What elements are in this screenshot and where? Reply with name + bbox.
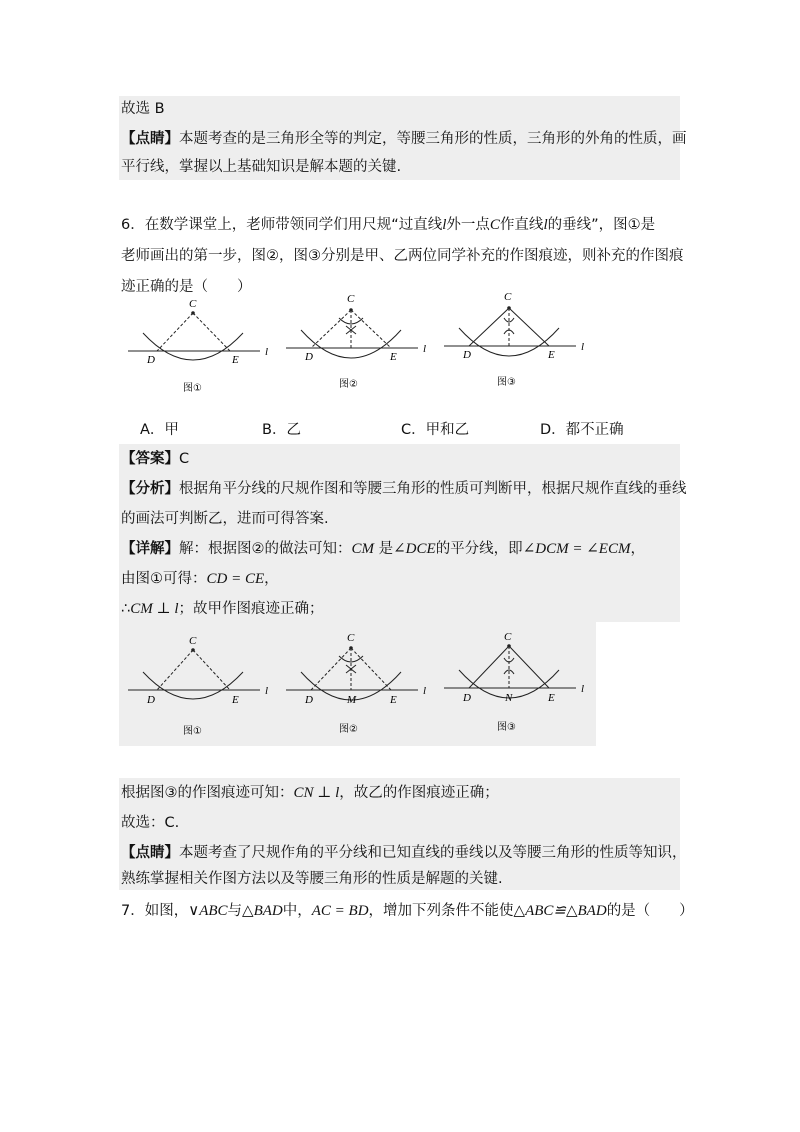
detail-line-2: 由图①可得：CD = CE， bbox=[121, 571, 279, 587]
q6-line-1: 6．在数学课堂上，老师带领同学们用尺规“过直线l外一点C作直线l的垂线”，图①是 bbox=[121, 217, 656, 233]
label-d: D bbox=[463, 349, 471, 361]
label-c: C bbox=[347, 632, 355, 644]
label-n: N bbox=[505, 692, 513, 704]
option-b: B．乙 bbox=[262, 422, 301, 438]
option-d: D．都不正确 bbox=[540, 422, 624, 438]
figure-caption: 图③ bbox=[497, 377, 516, 388]
analysis-line-1: 【分析】根据角平分线的尺规作图和等腰三角形的性质可判断甲，根据尺规作直线的垂线 bbox=[121, 481, 687, 497]
figure-3-bottom bbox=[441, 626, 591, 736]
detail-line-3: ∴CM ⊥ l；故甲作图痕迹正确； bbox=[121, 601, 324, 617]
label-l: l bbox=[423, 343, 427, 355]
remark2-line-2: 熟练掌握相关作图方法以及等腰三角形的性质是解题的关键. bbox=[121, 871, 503, 887]
label-d: D bbox=[147, 694, 155, 706]
label-e: E bbox=[232, 354, 239, 366]
figure-3-top bbox=[441, 288, 591, 393]
figure-2-top bbox=[283, 290, 433, 395]
option-a: A．甲 bbox=[140, 422, 179, 438]
option-c: C．甲和乙 bbox=[401, 422, 470, 438]
label-c: C bbox=[189, 298, 197, 310]
label-m: M bbox=[347, 694, 357, 706]
label-l: l bbox=[581, 683, 585, 695]
remark-tag: 【点睛】 bbox=[121, 131, 179, 147]
label-c: C bbox=[347, 293, 355, 305]
label-l: l bbox=[581, 341, 585, 353]
figure-caption: 图② bbox=[339, 379, 358, 390]
remark2-line-1: 【点睛】本题考查了尺规作角的平分线和已知直线的垂线以及等腰三角形的性质等知识， bbox=[121, 845, 687, 861]
answer-shade bbox=[119, 444, 680, 622]
figure-caption: 图① bbox=[183, 383, 202, 394]
label-d: D bbox=[147, 354, 155, 366]
analysis-line-2: 的画法可判断乙，进而可得答案. bbox=[121, 511, 329, 527]
detail-line-1: 【详解】解：根据图②的做法可知：CM 是∠DCE的平分线，即∠DCM = ∠ECM， bbox=[121, 541, 645, 557]
q6-line-2: 老师画出的第一步，图②，图③分别是甲、乙两位同学补充的作图痕迹，则补充的作图痕 bbox=[121, 248, 684, 264]
remark-line-1: 【点睛】本题考查的是三角形全等的判定，等腰三角形的性质，三角形的外角的性质，画 bbox=[121, 131, 687, 147]
label-l: l bbox=[265, 346, 269, 358]
label-e: E bbox=[390, 694, 397, 706]
label-c: C bbox=[504, 631, 512, 643]
remark-line-2: 平行线，掌握以上基础知识是解本题的关键. bbox=[121, 159, 402, 175]
q7-line: 7．如图，∨ABC与△BAD中，AC = BD，增加下列条件不能使△ABC≌△BAD的是（ ） bbox=[121, 903, 694, 919]
label-d: D bbox=[305, 694, 313, 706]
label-l: l bbox=[423, 685, 427, 697]
label-c: C bbox=[189, 635, 197, 647]
figure-caption: 图② bbox=[339, 724, 358, 735]
label-e: E bbox=[548, 692, 555, 704]
figure-1-bottom bbox=[125, 630, 275, 740]
figure-1-top bbox=[125, 295, 275, 400]
answer-line: 【答案】C bbox=[121, 451, 190, 467]
label-c: C bbox=[504, 291, 512, 303]
label-d: D bbox=[463, 692, 471, 704]
label-d: D bbox=[305, 351, 313, 363]
label-e: E bbox=[232, 694, 239, 706]
label-l: l bbox=[265, 685, 269, 697]
figure-2-bottom bbox=[283, 628, 433, 738]
choice-b-line: 故选 B bbox=[121, 101, 165, 117]
figure-caption: 图③ bbox=[497, 722, 516, 733]
selection-line: 故选：C. bbox=[121, 815, 180, 831]
label-e: E bbox=[390, 351, 397, 363]
q6-line-3: 迹正确的是（ ） bbox=[121, 279, 252, 295]
conclusion-line: 根据图③的作图痕迹可知：CN ⊥ l，故乙的作图痕迹正确； bbox=[121, 785, 499, 801]
label-e: E bbox=[548, 349, 555, 361]
figure-caption: 图① bbox=[183, 726, 202, 737]
